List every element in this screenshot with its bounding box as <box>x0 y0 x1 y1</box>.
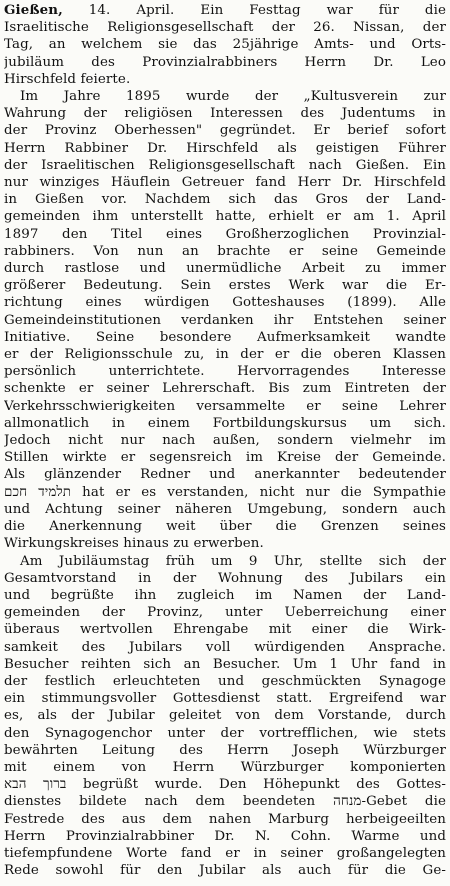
article-line: bewährten Leitung des Herrn Joseph Würzburger <box>4 742 446 758</box>
article-line: den Synagogenchor unter der vortrefflichen, wie stets <box>4 725 446 741</box>
article-line: schenkte er seiner Lehrerschaft. Bis zum Eintreten der <box>4 381 446 397</box>
article-line: Verkehrsschwierigkeiten versammelte er seine Lehrer <box>4 398 446 414</box>
article-line: er der Religionsschule zu, in der er die oberen Klassen <box>4 347 446 363</box>
article-line: Initiative. Seine besondere Aufmerksamkeit wandte <box>4 329 446 345</box>
article-line: Hirschfeld feierte. <box>4 71 131 87</box>
paragraph-3 <box>4 553 446 880</box>
article-line: Jedoch nicht nur nach außen, sondern vielmehr im <box>4 433 446 449</box>
article-line: größerer Bedeutung. Sein erstes Werk war die Er- <box>4 278 446 294</box>
article-line: richtung eines würdigen Gotteshauses (1899). Alle <box>4 295 446 311</box>
article-line: die Anerkennung weit über die Grenzen seines <box>4 519 446 535</box>
article-line: Gießen, 14. April. Ein Festtag war für die <box>4 2 446 18</box>
article-line: 1897 den Titel eines Großherzoglichen Provinzial- <box>4 226 446 242</box>
article-line: der Israelitischen Religionsgesellschaft nach Gießen. Ein <box>4 157 446 173</box>
article-line: Tag, an welchem sie das 25jährige Amts- und Orts- <box>4 37 446 53</box>
article-line: jubiläum des Provinzialrabbiners Herrn Dr. Leo <box>4 54 446 70</box>
article-line: Stillen wirkte er segensreich im Kreise der Gemeinde. <box>4 450 446 466</box>
article-line: rabbiners. Von nun an brachte er seine Gemeinde <box>4 243 446 259</box>
article-line: in Gießen vor. Nachdem sich das Gros der Land- <box>4 192 446 208</box>
article-line: der festlich erleuchteten und geschmückten Synagoge <box>4 673 446 689</box>
article-line: nur winziges Häuflein Getreuer fand Herr Dr. Hirschfeld <box>4 175 446 191</box>
article-line: Besucher reihten sich an Besucher. Um 1 Uhr fand in <box>4 656 446 672</box>
article-line: ein stimmungsvoller Gottesdienst statt. Ergreifend war <box>4 691 446 707</box>
article-line: Als glänzender Redner und anerkannter bedeutender <box>4 467 446 483</box>
article-line: und Achtung seiner näheren Umgebung, sondern auch <box>4 501 446 517</box>
article-line: durch rastlose und unermüdliche Arbeit zu immer <box>4 261 446 277</box>
paragraph-1 <box>4 2 446 88</box>
article-line: samkeit des Jubilars voll würdigenden Ansprache. <box>4 639 446 655</box>
article-line: Festrede des aus dem nahen Marburg herbeigeeilten <box>4 811 446 827</box>
article-line: Israelitische Religionsgesellschaft der 26. Nissan, der <box>4 20 446 36</box>
article-line: und begrüßte ihn zugleich im Namen der Land- <box>4 587 446 603</box>
article-line: Wahrung der religiösen Interessen des Judentums in <box>4 106 446 122</box>
paragraph-2 <box>4 88 446 552</box>
article-line: Gemeindeinstitutionen verdanken ihr Entstehen seiner <box>4 312 446 328</box>
article-line: mit einem von Herrn Würzburger komponierten <box>4 759 446 775</box>
article-line: Am Jubiläumstag früh um 9 Uhr, stellte sich der <box>20 553 446 569</box>
article-line: es, als der Jubilar geleitet von dem Vorstande, durch <box>4 708 446 724</box>
article-line: tiefempfundene Worte fand er in seiner großangelegten <box>4 845 446 861</box>
article-line: Herrn Rabbiner Dr. Hirschfeld als geistigen Führer <box>4 140 446 156</box>
article-line: persönlich unterrichtete. Hervorragendes Interesse <box>4 364 446 380</box>
article-line: überaus wertvollen Ehrengabe mit einer die Wirk- <box>4 622 446 638</box>
article-line: gemeinden der Provinz, unter Ueberreichung einer <box>4 605 446 621</box>
article-line: der Provinz Oberhessen" gegründet. Er berief sofort <box>4 123 446 139</box>
article-line: תלמיד חכם hat er es verstanden, nicht nur die Sympathie <box>4 484 446 500</box>
article-line: Wirkungskreises hinaus zu erwerben. <box>4 536 264 552</box>
article-line: Gesamtvorstand in der Wohnung des Jubilars ein <box>4 570 446 586</box>
article-line: Rede sowohl für den Jubilar als auch für die Ge- <box>4 863 446 879</box>
article-line: ברוך הבא begrüßt wurde. Den Höhepunkt des Gottes- <box>4 777 446 793</box>
article-line: Im Jahre 1895 wurde der „Kultusverein zur <box>20 89 446 105</box>
article-line: Herrn Provinzialrabbiner Dr. N. Cohn. Warme und <box>4 828 446 844</box>
dateline-place: Gießen, <box>4 2 63 18</box>
article-line: dienstes bildete nach dem beendeten מנחה-Gebet die <box>4 794 446 810</box>
dateline-date: 14. April. <box>88 3 175 18</box>
article-line: allmonatlich in einem Fortbildungskursus um sich. <box>4 415 446 431</box>
article-line: gemeinden ihm unterstellt hatte, erhielt er am 1. April <box>4 209 446 225</box>
